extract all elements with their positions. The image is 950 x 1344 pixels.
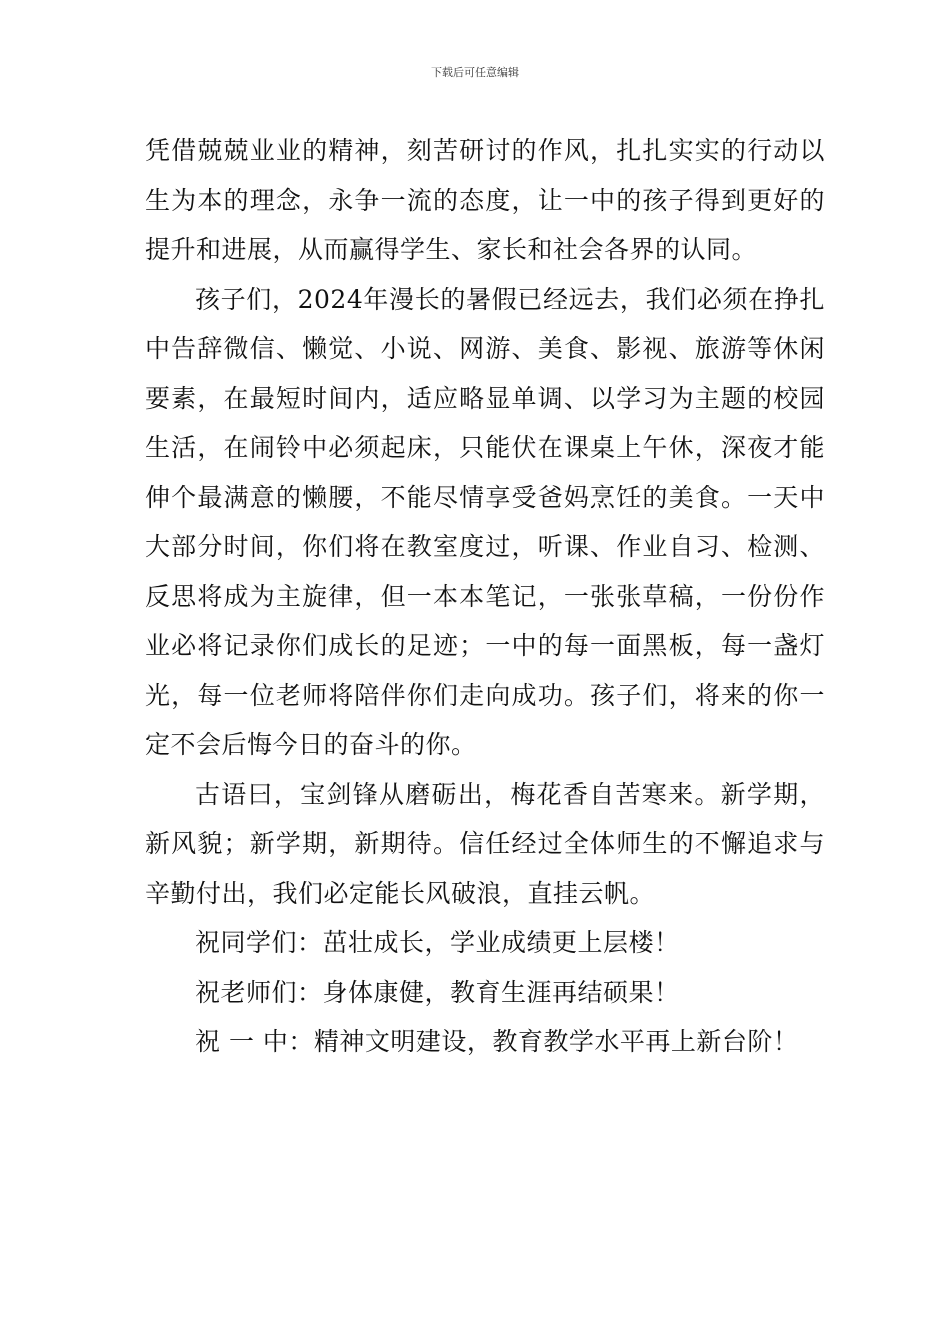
paragraph-proverb: 古语曰，宝剑锋从磨砺出，梅花香自苦寒来。新学期，新风貌；新学期，新期待。信任经过全体师生的不懈追求与辛勤付出，我们必定能长风破浪，直挂云帆。 [145,779,825,908]
document-body [145,126,825,1067]
header-note: 下载后可任意编辑 [431,66,519,79]
wish-teachers: 祝老师们：身体康健，教育生涯再结硕果！ [195,977,680,1007]
wish-school: 祝 一 中：精神文明建设，教育教学水平再上新台阶！ [195,1027,799,1056]
paragraph-summer-vacation: 孩子们，2024年漫长的暑假已经远去，我们必须在挣扎中告辞微信、懒觉、小说、网游、美食、影视、旅游等休闲要素，在最短时间内，适应略显单调、以学习为主题的校园生活，在闹铃中必须起床，只能伏在课桌上午休，深夜才能伸个最满意的懒腰，不能尽情享受爸妈烹饪的美食。一天中大部分时间，你们将在教室度过，听课、作业自习、检测、反思将成为主旋律，但一本本笔记，一张张草稿，一份份作业必将记录你们成长的足迹；一中的每一面黑板，每一盏灯光，每一位老师将陪伴你们走向成功。孩子们，将来的你一定不会后悔今日的奋斗的你。 [145,284,825,759]
wish-students: 祝同学们：茁壮成长，学业成绩更上层楼！ [195,928,680,957]
paragraph-continuation: 凭借兢兢业业的精神，刻苦研讨的作风，扎扎实实的行动以生为本的理念，永争一流的态度，让一中的孩子得到更好的提升和进展，从而赢得学生、家长和社会各界的认同。 [145,136,825,264]
